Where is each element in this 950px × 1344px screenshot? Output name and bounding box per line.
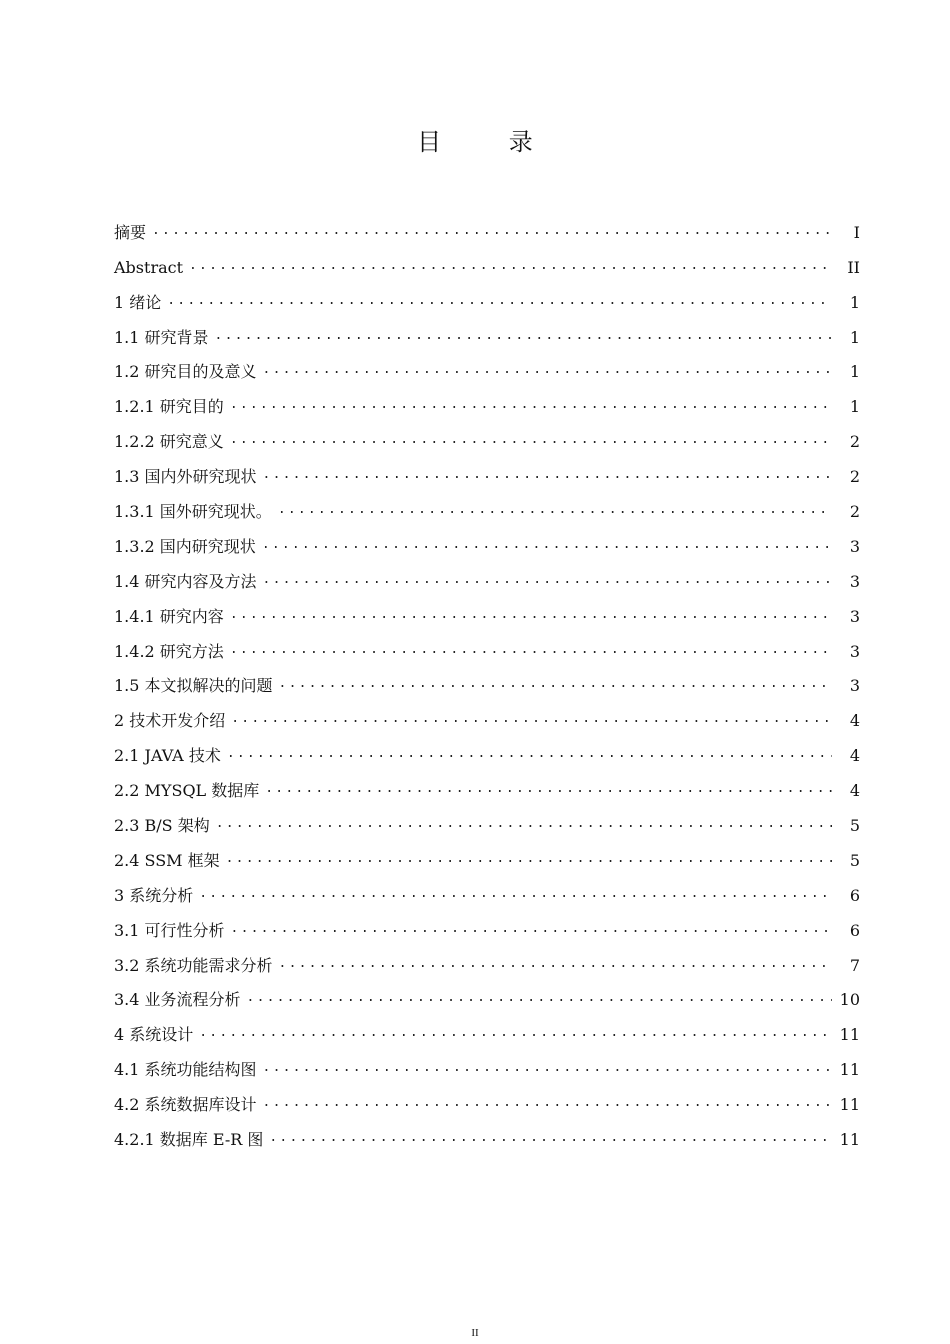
- toc-leader-dots: [167, 291, 832, 313]
- toc-leader-dots: [230, 430, 832, 452]
- toc-leader-dots: [231, 709, 832, 731]
- toc-entry-page: 11: [839, 1130, 860, 1150]
- toc-entry-label: 4 系统设计: [114, 1025, 194, 1045]
- toc-leader-dots: [152, 221, 832, 243]
- toc-leader-dots: [263, 465, 832, 487]
- toc-leader-dots: [226, 849, 832, 871]
- toc-entry-label: 3.4 业务流程分析: [114, 990, 241, 1010]
- toc-entry[interactable]: [114, 522, 860, 557]
- toc-entry-page: 1: [849, 292, 860, 312]
- toc-entry[interactable]: [114, 348, 860, 383]
- toc-leader-dots: [199, 1023, 831, 1045]
- toc-entry-label: 4.2.1 数据库 E-R 图: [114, 1130, 264, 1150]
- toc-entry-page: 2: [849, 467, 860, 487]
- toc-entry-page: 3: [849, 676, 860, 696]
- toc-entry-label: 3.2 系统功能需求分析: [114, 955, 273, 975]
- toc-entry-page: 4: [849, 711, 860, 731]
- toc-entry-page: 11: [839, 1025, 860, 1045]
- page-number: II: [471, 1327, 479, 1339]
- toc-entry-page: 2: [849, 432, 860, 452]
- toc-entry-label: 3 系统分析: [114, 885, 194, 905]
- toc-leader-dots: [216, 814, 832, 836]
- table-of-contents: [114, 208, 860, 1150]
- toc-leader-dots: [247, 988, 832, 1010]
- toc-leader-dots: [189, 256, 832, 278]
- toc-leader-dots: [199, 884, 832, 906]
- toc-entry-page: I: [853, 222, 860, 242]
- toc-entry-page: 3: [849, 606, 860, 626]
- toc-entry-label: Abstract: [114, 257, 184, 277]
- toc-entry[interactable]: [114, 592, 860, 627]
- toc-entry-label: 1.4 研究内容及方法: [114, 571, 257, 591]
- toc-entry-label: 1.3.2 国内研究现状: [114, 536, 256, 556]
- toc-entry[interactable]: [114, 662, 860, 697]
- toc-entry-page: 11: [839, 1095, 860, 1115]
- toc-leader-dots: [279, 954, 832, 976]
- toc-entry-page: 11: [839, 1060, 860, 1080]
- toc-entry-page: 10: [839, 990, 860, 1010]
- toc-entry[interactable]: [114, 278, 860, 313]
- toc-entry-page: 3: [849, 641, 860, 661]
- toc-entry[interactable]: [114, 976, 860, 1011]
- toc-entry-page: 7: [849, 955, 860, 975]
- toc-entry-label: 2.4 SSM 框架: [114, 850, 220, 870]
- toc-entry[interactable]: [114, 1080, 860, 1115]
- toc-entry-page: 6: [849, 920, 860, 940]
- toc-entry[interactable]: [114, 941, 860, 976]
- toc-entry[interactable]: [114, 1115, 860, 1150]
- toc-leader-dots: [230, 395, 832, 417]
- toc-leader-dots: [262, 535, 832, 557]
- toc-entry[interactable]: [114, 696, 860, 731]
- toc-entry[interactable]: [114, 313, 860, 348]
- toc-leader-dots: [263, 360, 832, 382]
- toc-entry-label: 1.4.2 研究方法: [114, 641, 224, 661]
- toc-entry[interactable]: [114, 1045, 860, 1080]
- toc-entry-page: 4: [849, 781, 860, 801]
- toc-entry-page: 4: [849, 746, 860, 766]
- toc-entry-label: 2.3 B/S 架构: [114, 816, 210, 836]
- toc-leader-dots: [263, 570, 832, 592]
- toc-entry[interactable]: [114, 627, 860, 662]
- toc-entry-page: 3: [849, 571, 860, 591]
- toc-leader-dots: [263, 1058, 832, 1080]
- toc-entry[interactable]: [114, 1010, 860, 1045]
- toc-leader-dots: [231, 919, 832, 941]
- toc-entry-page: 5: [849, 816, 860, 836]
- toc-entry-label: 摘要: [114, 222, 147, 242]
- toc-leader-dots: [265, 779, 832, 801]
- toc-entry-label: 1 绪论: [114, 292, 162, 312]
- toc-leader-dots: [230, 640, 832, 662]
- toc-entry[interactable]: [114, 871, 860, 906]
- toc-entry[interactable]: [114, 243, 860, 278]
- toc-entry-page: 5: [849, 850, 860, 870]
- toc-entry[interactable]: [114, 417, 860, 452]
- toc-entry-page: 1: [849, 362, 860, 382]
- toc-entry-label: 1.3.1 国外研究现状。: [114, 502, 272, 522]
- toc-entry-label: 4.2 系统数据库设计: [114, 1095, 257, 1115]
- toc-entry-page: 2: [849, 502, 860, 522]
- toc-leader-dots: [269, 1128, 831, 1150]
- toc-leader-dots: [230, 605, 832, 627]
- toc-entry-page: 1: [849, 327, 860, 347]
- toc-entry-label: 1.3 国内外研究现状: [114, 467, 257, 487]
- toc-entry-label: 2.2 MYSQL 数据库: [114, 781, 260, 801]
- toc-entry-label: 1.2.2 研究意义: [114, 432, 224, 452]
- toc-entry[interactable]: [114, 766, 860, 801]
- toc-entry[interactable]: [114, 801, 860, 836]
- toc-entry-label: 2.1 JAVA 技术: [114, 746, 221, 766]
- toc-entry-page: 3: [849, 536, 860, 556]
- toc-entry[interactable]: [114, 452, 860, 487]
- toc-entry[interactable]: [114, 382, 860, 417]
- toc-leader-dots: [279, 674, 832, 696]
- toc-entry-label: 1.1 研究背景: [114, 327, 209, 347]
- toc-leader-dots: [227, 744, 832, 766]
- toc-entry-label: 1.2.1 研究目的: [114, 397, 224, 417]
- toc-leader-dots: [215, 326, 832, 348]
- toc-entry-page: 6: [849, 885, 860, 905]
- toc-entry-label: 1.5 本文拟解决的问题: [114, 676, 273, 696]
- toc-leader-dots: [263, 1093, 832, 1115]
- toc-entry-page: 1: [849, 397, 860, 417]
- toc-entry-label: 2 技术开发介绍: [114, 711, 226, 731]
- toc-entry[interactable]: [114, 836, 860, 871]
- toc-entry[interactable]: [114, 487, 860, 522]
- toc-entry[interactable]: [114, 208, 860, 243]
- toc-entry-label: 3.1 可行性分析: [114, 920, 225, 940]
- toc-entry-label: 4.1 系统功能结构图: [114, 1060, 257, 1080]
- toc-entry[interactable]: [114, 557, 860, 592]
- toc-entry-label: 1.4.1 研究内容: [114, 606, 224, 626]
- toc-leader-dots: [278, 500, 832, 522]
- toc-entry-label: 1.2 研究目的及意义: [114, 362, 257, 382]
- page-title: 目 录: [417, 128, 563, 156]
- toc-entry[interactable]: [114, 906, 860, 941]
- toc-entry-page: II: [847, 257, 860, 277]
- toc-entry[interactable]: [114, 731, 860, 766]
